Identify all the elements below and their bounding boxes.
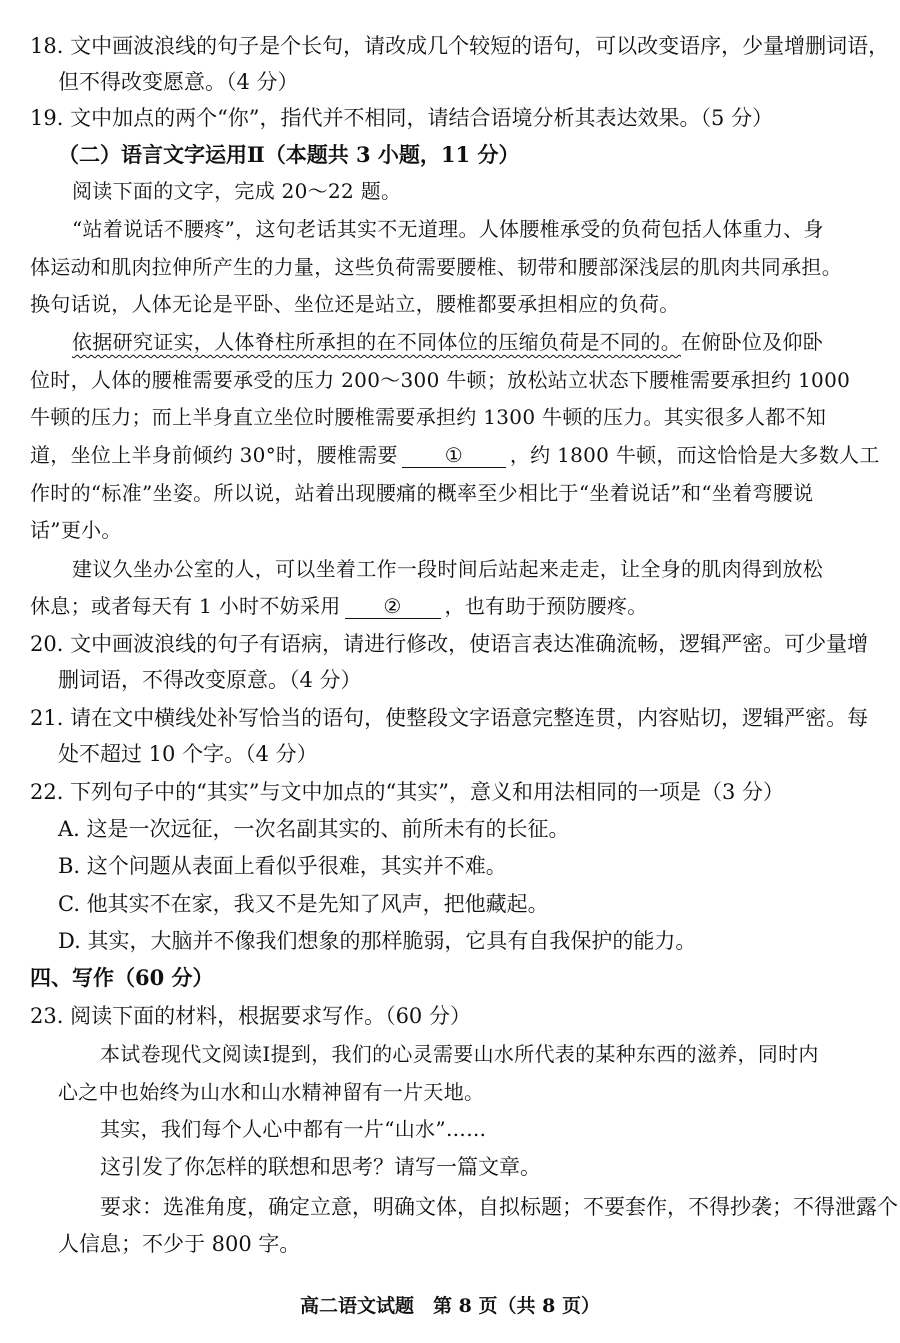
q23-material3: 这引发了你怎样的联想和思考？请写一篇文章。 [100,1155,541,1179]
passage-p2-line1-rest: 在俯卧位及仰卧 [681,330,824,354]
passage-p2-line4 [30,441,900,469]
section2-instruction: 阅读下面的文字，完成 20～22 题。 [72,179,402,203]
passage-p1-line2: 体运动和肌肉拉伸所产生的力量，这些负荷需要腰椎、韧带和腰部深浅层的肌肉共同承担。 [30,255,842,279]
q20-line1: 20. 文中画波浪线的句子有语病，请进行修改，使语言表达准确流畅，逻辑严密。可少量增 [30,632,869,656]
passage-p1-line3: 换句话说，人体无论是平卧、坐位还是站立，腰椎都要承担相应的负荷。 [30,292,680,316]
passage-p3-line2-b: ，也有助于预防腰疼。 [444,594,648,618]
q23-requirements-line1: 要求：选准角度，确定立意，明确文体，自拟标题；不要套作，不得抄袭；不得泄露个 [100,1195,898,1219]
q22-option-d: D. 其实，大脑并不像我们想象的那样脆弱，它具有自我保护的能力。 [58,929,697,953]
q18-line1: 18. 文中画波浪线的句子是个长句，请改成几个较短的语句，可以改变语序，少量增删词语， [30,34,890,58]
passage-p3-line2-a: 休息；或者每天有 1 小时不妨采用 [30,594,341,618]
section4-heading: 四、写作（60 分） [30,965,214,990]
q21-line1: 21. 请在文中横线处补写恰当的语句，使整段文字语意完整连贯，内容贴切，逻辑严密。每 [30,706,869,730]
q23-requirements-line2: 人信息；不少于 800 字。 [58,1232,301,1256]
passage-p2-line3: 牛顿的压力；而上半身直立坐位时腰椎需要承担约 1300 牛顿的压力。其实很多人都不知 [30,405,827,429]
q21-line2: 处不超过 10 个字。（4 分） [58,742,318,766]
passage-p2-line4-b: ，约 1800 牛顿，而这恰恰是大多数人工 [509,443,880,467]
q22-line1: 22. 下列句子中的“其实”与文中加点的“其实”，意义和用法相同的一项是（3 分） [30,780,785,804]
passage-p2-line6: 话”更小。 [30,518,122,542]
passage-p2-line1 [72,328,900,356]
q23-material1-line1: 本试卷现代文阅读Ⅰ提到，我们的心灵需要山水所代表的某种东西的滋养，同时内 [100,1042,819,1066]
blank-1: ① [402,443,506,468]
q22-option-b: B. 这个问题从表面上看似乎很难，其实并不难。 [58,854,507,878]
page-footer: 高二语文试题 第 8 页（共 8 页） [300,1295,600,1317]
passage-p3-line1: 建议久坐办公室的人，可以坐着工作一段时间后站起来走走，让全身的肌肉得到放松 [72,557,824,581]
wavy-underlined-sentence: 依据研究证实，人体脊柱所承担的在不同体位的压缩负荷是不同的。 [72,330,681,354]
blank-2: ② [345,594,441,619]
q22-option-a: A. 这是一次远征，一次名副其实的、前所未有的长征。 [58,817,570,841]
passage-p2-line5: 作时的“标准”坐姿。所以说，站着出现腰痛的概率至少相比于“坐着说话”和“坐着弯腰说 [30,481,814,505]
q22-option-c: C. 他其实不在家，我又不是先知了风声，把他藏起。 [58,892,549,916]
q23-material2: 其实，我们每个人心中都有一片“山水”…… [100,1117,487,1141]
q19-line1: 19. 文中加点的两个“你”，指代并不相同，请结合语境分析其表达效果。（5 分） [30,106,774,130]
q23-line1: 23. 阅读下面的材料，根据要求写作。（60 分） [30,1004,471,1028]
passage-p2-line4-a: 道，坐位上半身前倾约 30°时，腰椎需要 [30,443,398,467]
q20-line2: 删词语，不得改变原意。（4 分） [58,668,362,692]
section2-heading: （二）语言文字运用Ⅱ（本题共 3 小题，11 分） [58,142,520,167]
q18-line2: 但不得改变愿意。（4 分） [58,70,299,94]
passage-p2-line2: 位时，人体的腰椎需要承受的压力 200～300 牛顿；放松站立状态下腰椎需要承担约 1000 [30,368,851,392]
passage-p1-line1: “站着说话不腰疼”，这句老话其实不无道理。人体腰椎承受的负荷包括人体重力、身 [72,217,824,241]
q23-material1-line2: 心之中也始终为山水和山水精神留有一片天地。 [58,1080,485,1104]
passage-p3-line2 [30,592,900,620]
